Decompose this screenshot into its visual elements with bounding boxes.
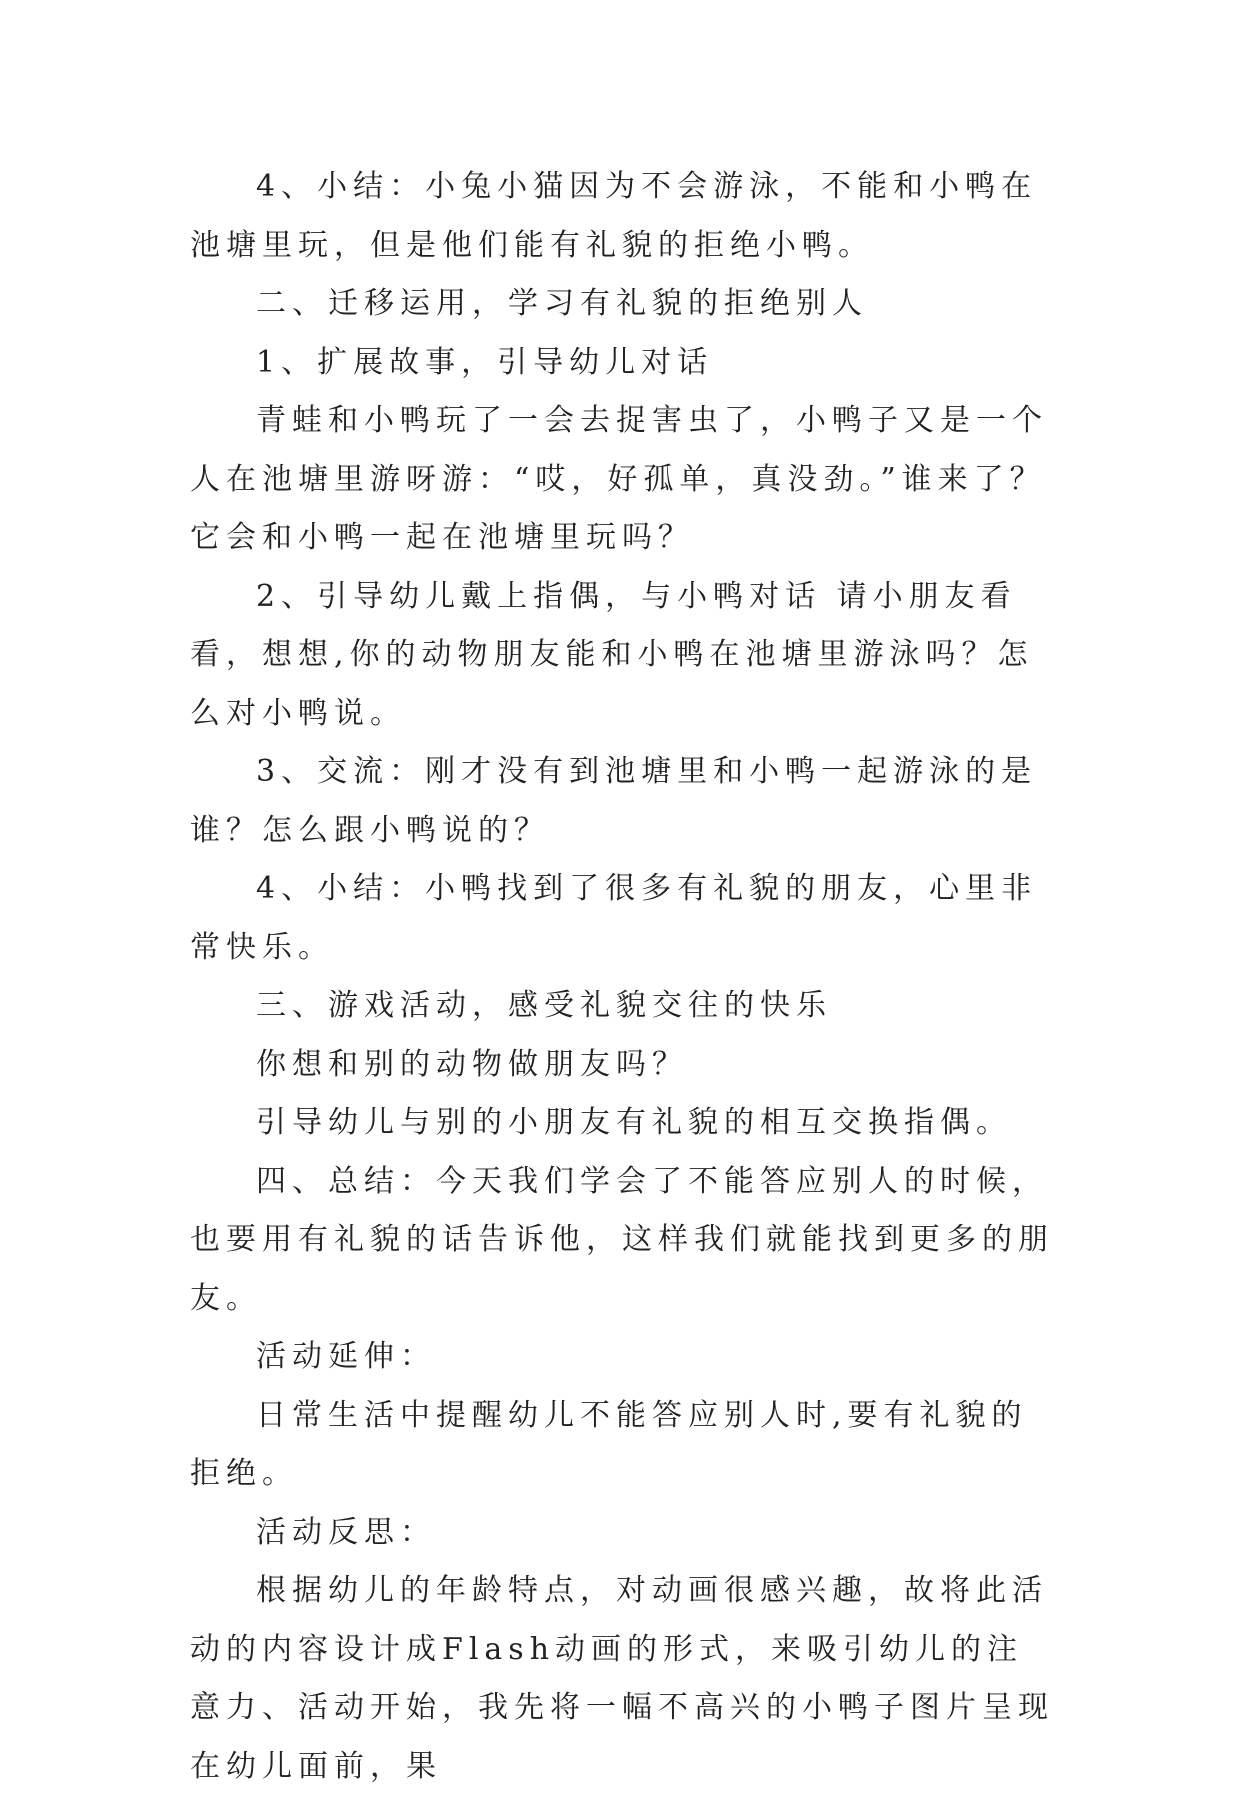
paragraph-exchange-puppets: 引导幼儿与别的小朋友有礼貌的相互交换指偶。 [256,1105,1012,1140]
paragraph-reflection-content: 根据幼儿的年龄特点，对动画很感兴趣，故将此活动的内容设计成Flash动画的形式，来吸引幼儿的注意力、活动开始，我先将一幅不高兴的小鸭子图片呈现在幼儿面前，果 [190,1573,1054,1784]
paragraph-exchange: 3、交流：刚才没有到池塘里和小鸭一起游泳的是谁？怎么跟小鸭说的？ [190,754,1038,848]
heading-activity-extension: 活动延伸： [256,1339,436,1374]
paragraph-frog-duck-story: 青蛙和小鸭玩了一会去捉害虫了，小鸭子又是一个人在池塘里游呀游：“哎，好孤单，真没劲。”谁来了？它会和小鸭一起在池塘里玩吗？ [190,403,1048,555]
paragraph-daily-life-reminder: 日常生活中提醒幼儿不能答应别人时,要有礼貌的拒绝。 [190,1397,1028,1491]
paragraph-extend-story: 1、扩展故事，引导幼儿对话 [256,344,714,380]
heading-conclusion: 四、总结：今天我们学会了不能答应别人的时候，也要用有礼貌的话告诉他，这样我们就能找到更多的朋友。 [190,1163,1054,1316]
paragraph-summary-rabbit-cat: 4、小结：小兔小猫因为不会游泳，不能和小鸭在池塘里玩，但是他们能有礼貌的拒绝小鸭。 [190,169,1038,263]
heading-game-activity: 三、游戏活动，感受礼貌交往的快乐 [256,988,832,1023]
heading-transfer-application: 二、迁移运用，学习有礼貌的拒绝别人 [256,286,868,321]
heading-activity-reflection: 活动反思： [256,1514,436,1550]
paragraph-question-friends: 你想和别的动物做朋友吗？ [256,1046,688,1082]
paragraph-summary-friends: 4、小结：小鸭找到了很多有礼貌的朋友，心里非常快乐。 [190,871,1038,965]
paragraph-finger-puppet-dialogue: 2、引导幼儿戴上指偶，与小鸭对话 请小朋友看看，想想,你的动物朋友能和小鸭在池塘里游泳吗？怎么对小鸭说。 [190,578,1034,731]
document-body [190,158,1055,1796]
